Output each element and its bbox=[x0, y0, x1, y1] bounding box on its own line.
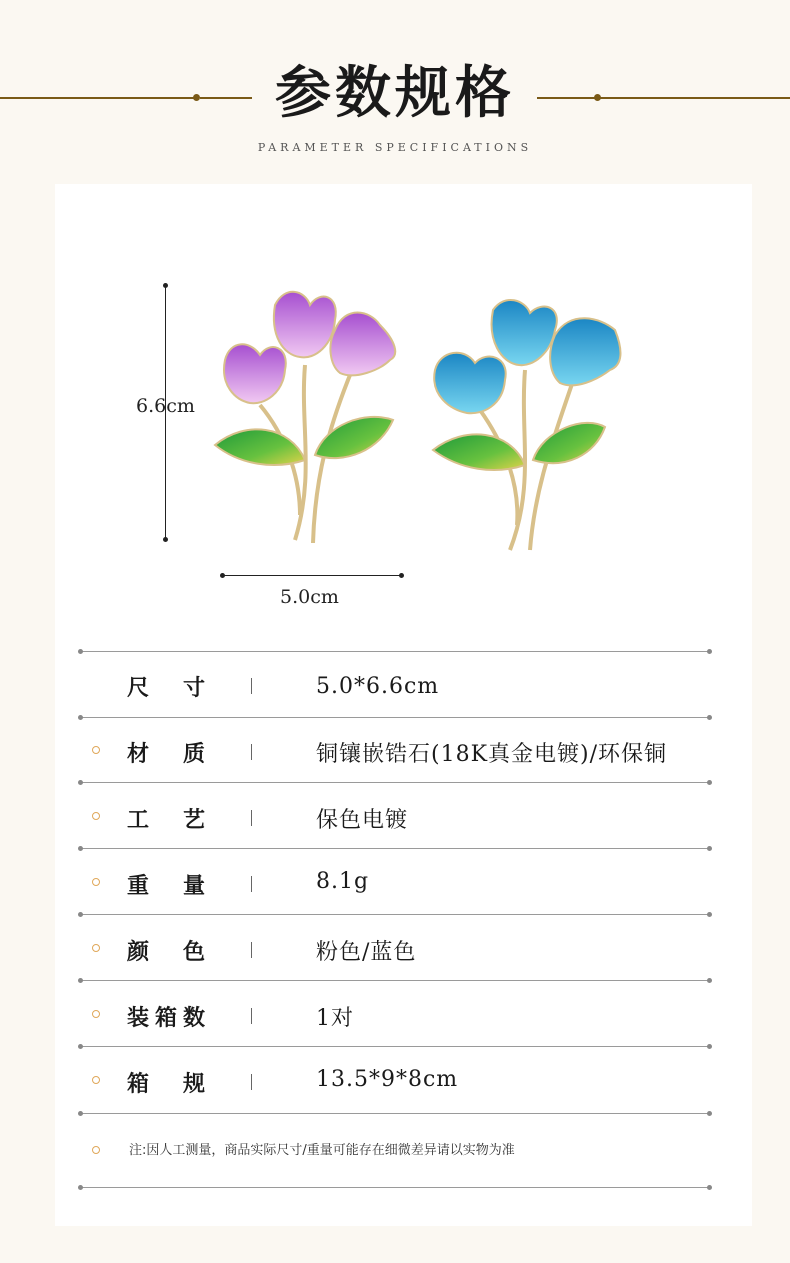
spec-value-box-size: 13.5*9*8cm bbox=[316, 1067, 459, 1092]
bullet-icon bbox=[92, 1010, 100, 1018]
spec-value-material: 铜镶嵌锆石(18K真金电镀)/环保铜 bbox=[316, 742, 668, 767]
table-divider-4 bbox=[80, 914, 710, 915]
measurement-note: 注:因人工测量，商品实际尺寸/重量可能存在细微差异请以实物为准 bbox=[129, 1143, 515, 1158]
table-divider-5 bbox=[80, 980, 710, 981]
table-divider-1 bbox=[80, 717, 710, 718]
spec-label-color: 颜色 bbox=[127, 939, 205, 965]
spec-value-pack-count: 1对 bbox=[316, 1006, 354, 1031]
bullet-icon bbox=[92, 878, 100, 886]
spec-label-box-size: 箱规 bbox=[127, 1071, 205, 1097]
spec-separator bbox=[251, 1074, 252, 1090]
width-label: 5.0cm bbox=[280, 586, 339, 608]
width-marker-right bbox=[399, 573, 404, 578]
spec-label-craft: 工艺 bbox=[127, 807, 205, 833]
pink-leaf-left bbox=[215, 429, 305, 465]
table-divider-8 bbox=[80, 1187, 710, 1188]
brooch-image-pink bbox=[205, 285, 405, 555]
spec-separator bbox=[251, 810, 252, 826]
width-marker-line bbox=[223, 575, 402, 576]
bullet-icon bbox=[92, 944, 100, 952]
pink-flower-center bbox=[274, 292, 336, 358]
brooch-image-blue bbox=[425, 295, 625, 560]
spec-label-material: 材质 bbox=[127, 741, 205, 767]
spec-separator bbox=[251, 876, 252, 892]
spec-value-color: 粉色/蓝色 bbox=[316, 940, 417, 965]
bullet-icon bbox=[92, 1076, 100, 1084]
spec-label-size: 尺寸 bbox=[127, 675, 205, 701]
spec-separator bbox=[251, 744, 252, 760]
height-marker-bottom bbox=[163, 537, 168, 542]
table-divider-6 bbox=[80, 1046, 710, 1047]
pink-flower-right bbox=[330, 313, 395, 376]
table-divider-7 bbox=[80, 1113, 710, 1114]
bullet-icon bbox=[92, 746, 100, 754]
pink-leaf-right bbox=[315, 417, 393, 458]
table-divider-0 bbox=[80, 651, 710, 652]
table-divider-2 bbox=[80, 782, 710, 783]
page-subtitle: PARAMETER SPECIFICATIONS bbox=[257, 141, 533, 154]
table-divider-3 bbox=[80, 848, 710, 849]
pink-flower-left bbox=[224, 344, 286, 403]
spec-value-size: 5.0*6.6cm bbox=[316, 674, 440, 699]
bullet-icon bbox=[92, 812, 100, 820]
height-label: 6.6cm bbox=[136, 395, 195, 417]
spec-separator bbox=[251, 678, 252, 694]
bullet-icon bbox=[92, 1146, 100, 1154]
spec-label-pack-count: 装箱数 bbox=[127, 1005, 205, 1031]
spec-value-craft: 保色电镀 bbox=[316, 808, 409, 833]
page-title: 参数规格 bbox=[275, 60, 515, 126]
spec-separator bbox=[251, 942, 252, 958]
spec-label-weight: 重量 bbox=[127, 873, 205, 899]
spec-value-weight: 8.1g bbox=[316, 869, 370, 894]
spec-separator bbox=[251, 1008, 252, 1024]
